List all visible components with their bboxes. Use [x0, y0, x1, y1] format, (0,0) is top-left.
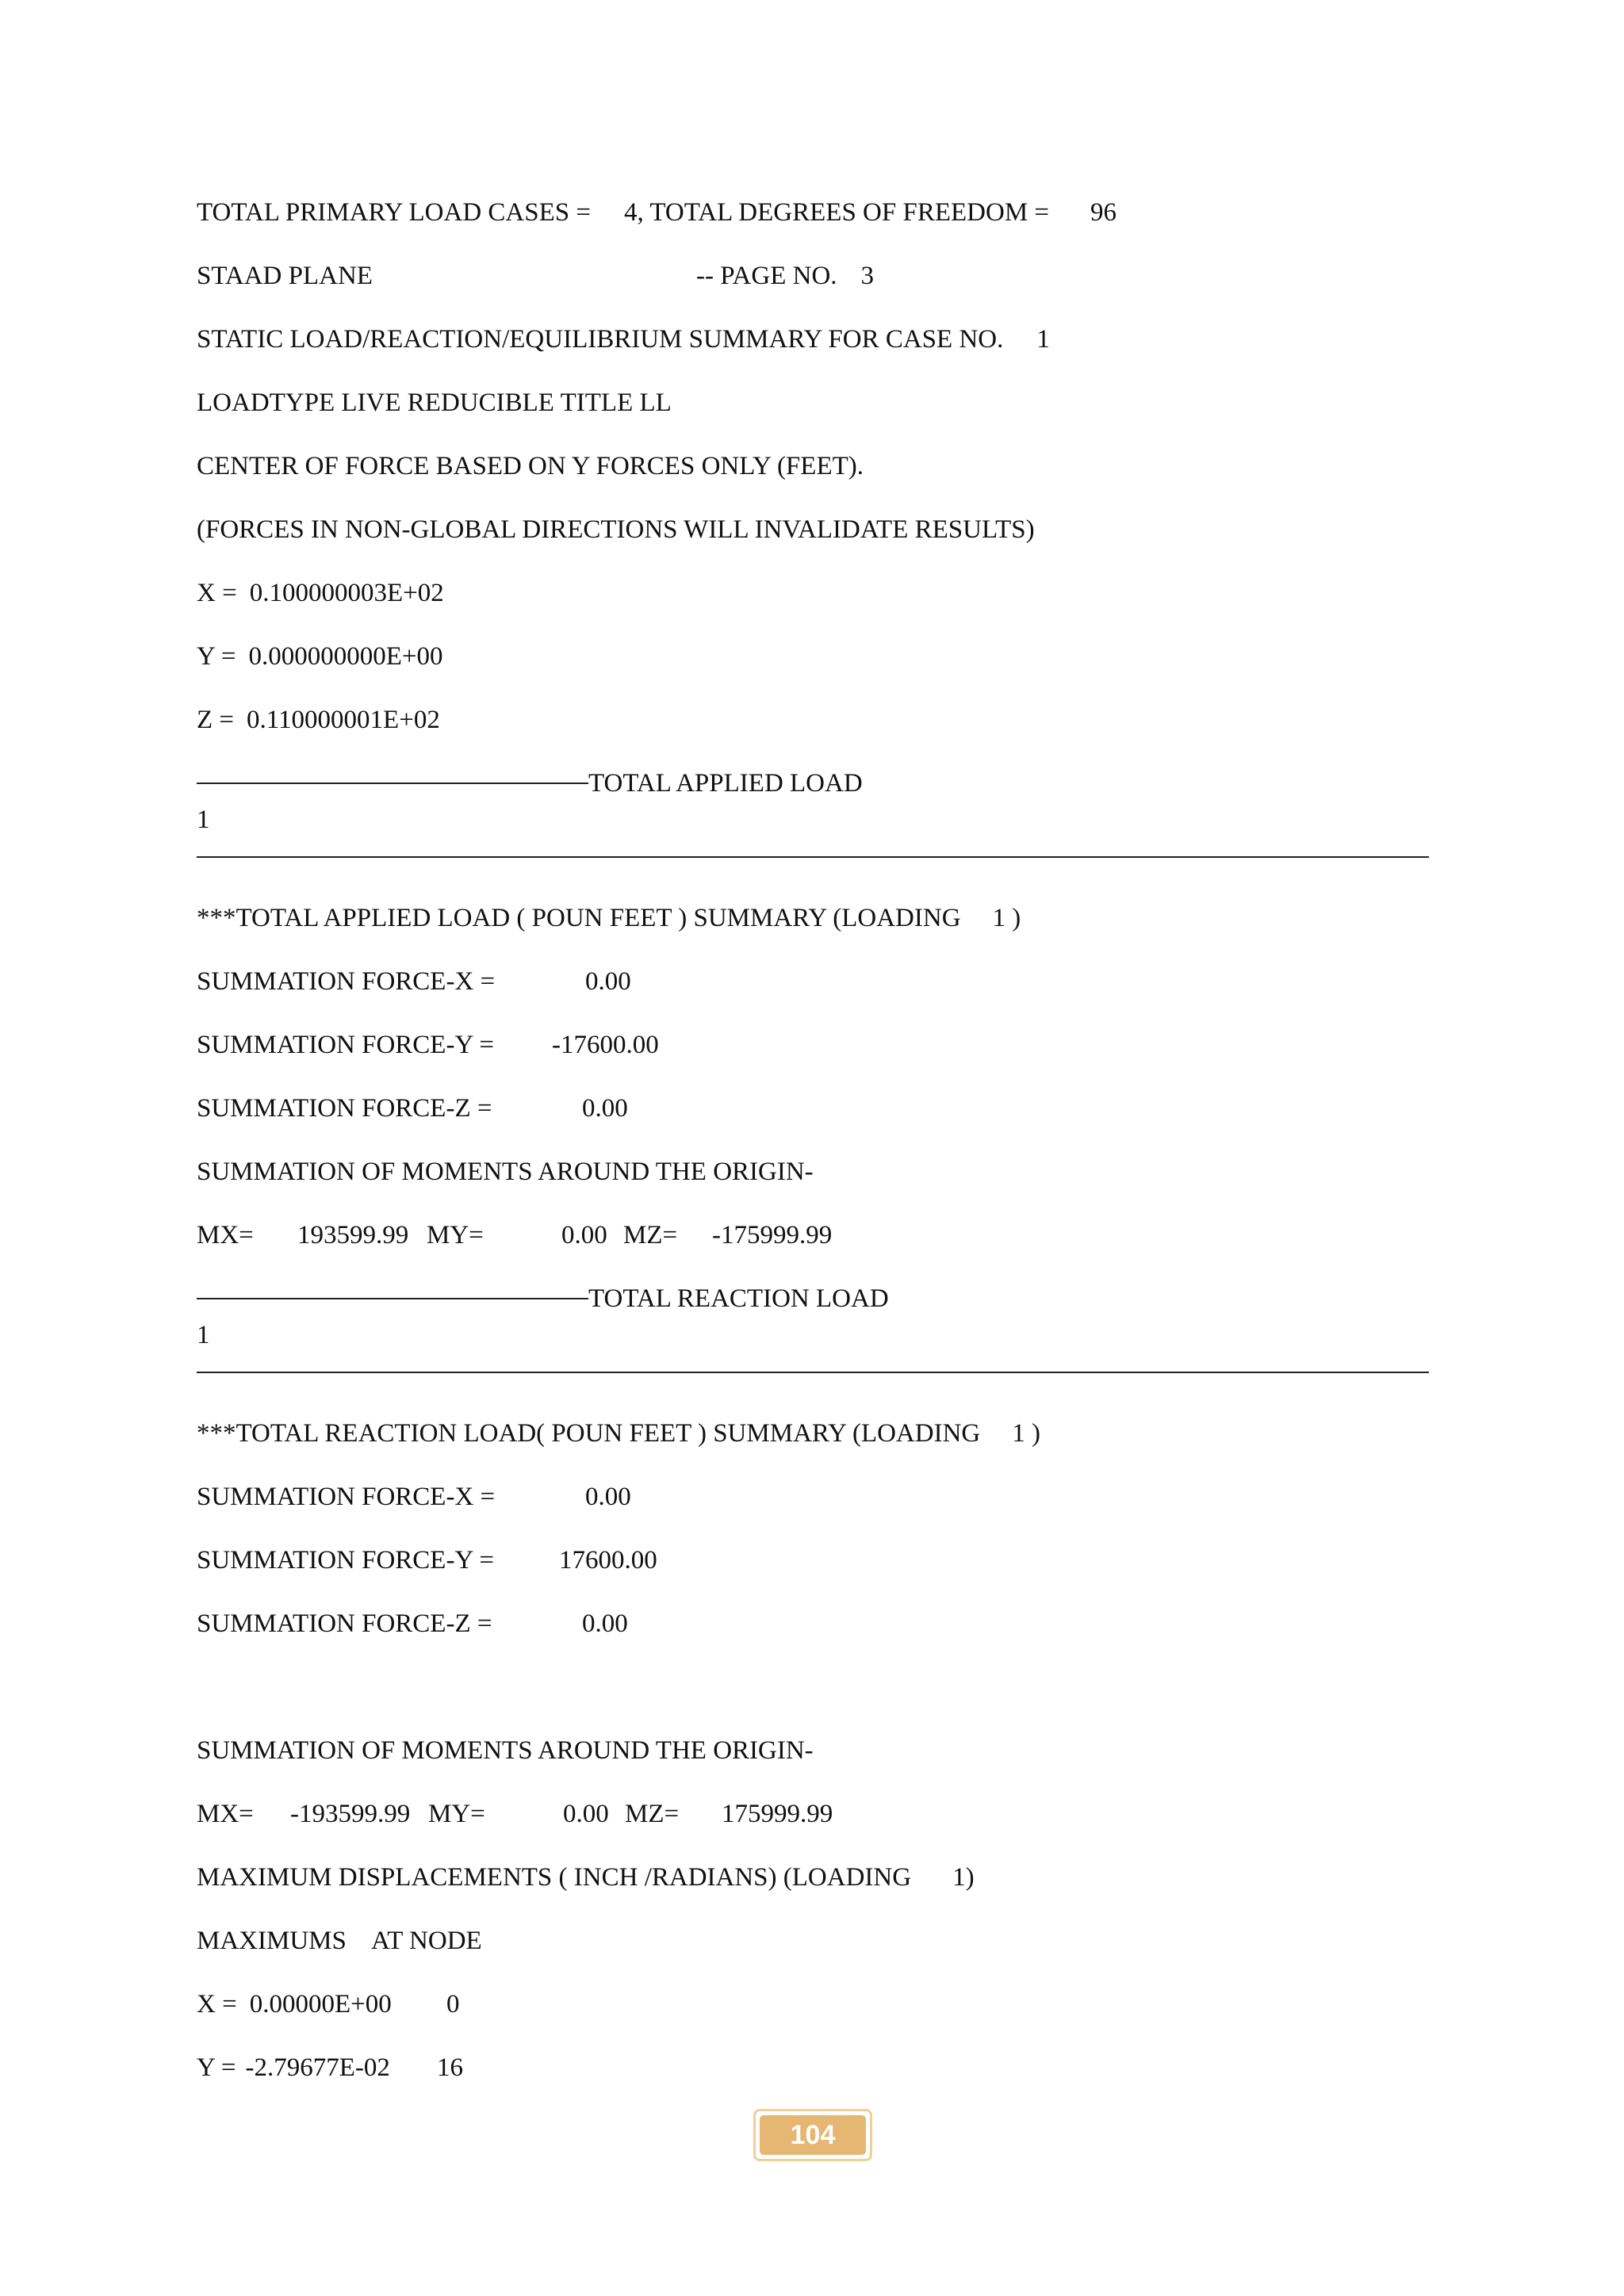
displacement-x-line	[197, 1988, 392, 2020]
displacements-title: MAXIMUM DISPLACEMENTS ( INCH /RADIANS) (LOADING	[197, 1863, 912, 1892]
center-of-force-line	[197, 450, 864, 482]
displacement-y-line	[197, 2052, 390, 2084]
reaction-mx-label: MX=	[197, 1800, 254, 1828]
totals-line	[197, 197, 1116, 228]
reaction-fy-label: SUMMATION FORCE-Y =	[197, 1546, 494, 1575]
displacements-header: MAXIMUMS AT NODE	[197, 1927, 482, 1955]
page-label: -- PAGE NO.	[696, 262, 837, 290]
program-line	[197, 260, 373, 292]
reaction-my-label: MY=	[428, 1800, 485, 1828]
reaction-fz-line	[197, 1608, 492, 1640]
applied-divider-label: TOTAL APPLIED LOAD	[588, 769, 863, 798]
loadtype-line	[197, 387, 672, 419]
totals-label: TOTAL PRIMARY LOAD CASES =	[197, 198, 591, 227]
page-number: 104	[760, 2115, 866, 2155]
applied-fz-line	[197, 1093, 492, 1124]
applied-fz-value: 0.00	[582, 1094, 628, 1123]
applied-my-label: MY=	[427, 1221, 484, 1249]
summary-case: 1	[1036, 325, 1050, 354]
center-z-value: 0.110000001E+02	[247, 706, 440, 734]
totals-dof: 96	[1090, 198, 1117, 227]
applied-divider-index: 1	[197, 806, 210, 834]
displacements-header-line	[197, 1925, 482, 1957]
program-name: STAAD PLANE	[197, 262, 373, 290]
page-value: 3	[860, 262, 875, 290]
reaction-mx-value: -193599.99	[290, 1800, 411, 1828]
displacements-title-line	[197, 1862, 975, 1893]
reaction-fy-value: 17600.00	[559, 1546, 657, 1575]
center-z-label: Z =	[197, 706, 235, 734]
applied-fz-label: SUMMATION FORCE-Z =	[197, 1094, 492, 1123]
reaction-title-line	[197, 1418, 1040, 1449]
summary-title-line	[197, 323, 1050, 355]
applied-mx-label: MX=	[197, 1221, 254, 1249]
applied-mx-value: 193599.99	[297, 1221, 409, 1249]
page-number-badge	[753, 2109, 872, 2161]
applied-fx-label: SUMMATION FORCE-X =	[197, 967, 496, 996]
applied-title-line	[197, 902, 1021, 934]
applied-title: ***TOTAL APPLIED LOAD ( POUN FEET ) SUMMARY (LOADING	[197, 904, 961, 932]
applied-fx-line	[197, 966, 495, 997]
reaction-title: ***TOTAL REACTION LOAD( POUN FEET ) SUMMARY (LOADING	[197, 1419, 981, 1448]
applied-mz-label: MZ=	[623, 1221, 678, 1249]
reaction-fy-line	[197, 1544, 494, 1576]
applied-moments-line	[197, 1219, 254, 1251]
displacement-x-value: 0.00000E+00	[249, 1990, 392, 2019]
applied-fx-value: 0.00	[585, 967, 631, 996]
applied-fy-label: SUMMATION FORCE-Y =	[197, 1031, 494, 1059]
reaction-dash	[197, 1298, 588, 1299]
center-y-label: Y =	[197, 642, 236, 671]
reaction-fz-value: 0.00	[582, 1609, 628, 1638]
displacement-y-label: Y =	[197, 2053, 236, 2082]
applied-separator	[197, 856, 1429, 858]
warning-line	[197, 514, 1035, 545]
center-of-force-text: CENTER OF FORCE BASED ON Y FORCES ONLY (FEET).	[197, 452, 864, 480]
center-x-value: 0.100000003E+02	[249, 579, 444, 607]
page-number-line	[696, 260, 874, 292]
applied-dash	[197, 783, 588, 784]
reaction-fx-value: 0.00	[585, 1483, 631, 1511]
summary-title: STATIC LOAD/REACTION/EQUILIBRIUM SUMMARY FOR CASE NO.	[197, 325, 1004, 354]
reaction-mz-label: MZ=	[625, 1800, 680, 1828]
applied-my-value: 0.00	[561, 1221, 607, 1249]
displacement-x-label: X =	[197, 1990, 237, 2019]
displacements-title-case: 1)	[952, 1863, 975, 1892]
applied-divider	[197, 767, 863, 799]
reaction-divider-index: 1	[197, 1321, 210, 1349]
reaction-moments-title-line	[197, 1735, 814, 1766]
center-y-line	[197, 641, 443, 672]
displacement-y-value: -2.79677E-02	[245, 2053, 390, 2082]
applied-fy-line	[197, 1029, 494, 1061]
reaction-title-case: 1 )	[1012, 1419, 1040, 1448]
reaction-fz-label: SUMMATION FORCE-Z =	[197, 1609, 492, 1638]
warning-text: (FORCES IN NON-GLOBAL DIRECTIONS WILL INVALIDATE RESULTS)	[197, 515, 1035, 544]
center-y-value: 0.000000000E+00	[248, 642, 443, 671]
displacement-x-node: 0	[446, 1990, 460, 2019]
loadtype-text: LOADTYPE LIVE REDUCIBLE TITLE LL	[197, 388, 672, 417]
reaction-fx-label: SUMMATION FORCE-X =	[197, 1483, 496, 1511]
displacement-y-node: 16	[437, 2053, 463, 2082]
center-x-line	[197, 577, 444, 609]
reaction-separator	[197, 1372, 1429, 1373]
reaction-fx-line	[197, 1481, 495, 1513]
applied-divider-index-line	[197, 804, 210, 836]
reaction-my-value: 0.00	[563, 1800, 609, 1828]
reaction-moments-line	[197, 1798, 254, 1830]
center-x-label: X =	[197, 579, 237, 607]
applied-mz-value: -175999.99	[712, 1221, 833, 1249]
reaction-divider	[197, 1283, 889, 1314]
reaction-mz-value: 175999.99	[722, 1800, 833, 1828]
reaction-divider-label: TOTAL REACTION LOAD	[588, 1284, 889, 1313]
applied-fy-value: -17600.00	[552, 1031, 659, 1059]
totals-cases: 4, TOTAL DEGREES OF FREEDOM =	[623, 198, 1050, 227]
applied-moments-title-line	[197, 1156, 814, 1188]
applied-title-case: 1 )	[992, 904, 1021, 932]
applied-moments-title: SUMMATION OF MOMENTS AROUND THE ORIGIN-	[197, 1158, 814, 1186]
center-z-line	[197, 704, 440, 736]
reaction-moments-title: SUMMATION OF MOMENTS AROUND THE ORIGIN-	[197, 1736, 814, 1765]
reaction-divider-index-line	[197, 1319, 210, 1351]
